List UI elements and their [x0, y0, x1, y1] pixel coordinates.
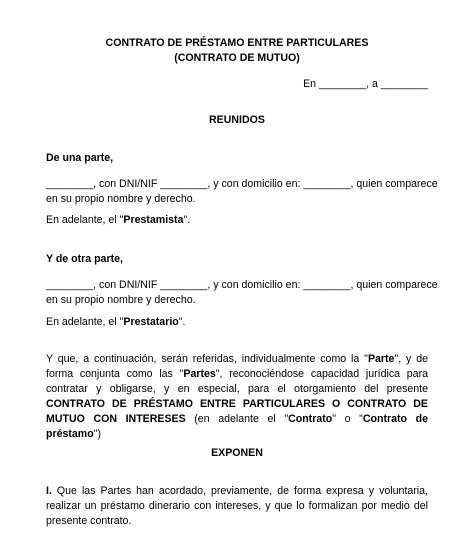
parties-text-3: ", reconociéndose capacidad jurídica para contratar y obligarse, y en especial, para el otorgamiento del presente — [46, 368, 428, 395]
document-title: CONTRATO DE PRÉSTAMO ENTRE PARTICULARES — [105, 37, 369, 49]
party2-alias-suffix: ". — [178, 316, 186, 328]
expone-clause-1 — [46, 484, 428, 529]
party2-alias-name: Prestatario — [123, 316, 179, 328]
party1-alias-suffix: ". — [183, 214, 191, 226]
party1-alias-prefix: En adelante, el " — [46, 214, 124, 226]
parties-text-6: ") — [93, 428, 101, 440]
parties-text-1: Y que, a continuación, serán referidas, individualmente como la " — [46, 353, 368, 365]
parties-contract-name: CONTRATO DE PRÉSTAMO ENTRE PARTICULARES O CONTRATO DE MUTUO CON INTERESES — [46, 398, 428, 425]
expone-clause-1-text: Que las Partes han acordado, previamente, de forma expresa y voluntaria, realizar un préstamo dinerario con intereses, y que lo formalizan por medio del presente contrato. — [46, 485, 428, 527]
party1-details — [46, 177, 438, 207]
parties-paragraph — [46, 352, 428, 442]
expone-clause-1-numeral: I. — [46, 485, 52, 497]
parties-text-4: (en adelante el " — [185, 413, 289, 425]
parties-term-parte: Parte — [367, 353, 395, 365]
party1-alias — [46, 213, 428, 228]
section-heading-exponen: EXPONEN — [211, 447, 263, 459]
party1-details-line1: ________, con DNI/NIF ________, y con domicilio en: ________, quien comparece — [46, 178, 438, 190]
party2-details — [46, 278, 438, 308]
party1-heading: De una parte, — [46, 152, 114, 164]
party2-details-line1: ________, con DNI/NIF ________, y con domicilio en: ________, quien comparece — [46, 279, 438, 291]
party1-details-line2: en su propio nombre y derecho. — [46, 193, 196, 205]
place-date-line: En ________, a ________ — [303, 78, 428, 90]
parties-term-contrato: Contrato — [288, 413, 333, 425]
parties-term-contrato-prestamo: Contrato de préstamo — [46, 413, 428, 440]
parties-text-5: " o " — [332, 413, 363, 425]
party2-alias — [46, 315, 428, 330]
section-heading-reunidos: REUNIDOS — [209, 114, 265, 126]
party2-details-line2: en su propio nombre y derecho. — [46, 294, 196, 306]
party2-alias-prefix: En adelante, el " — [46, 316, 124, 328]
parties-text-2: ", y de forma conjunta como las " — [46, 353, 429, 380]
party2-heading: Y de otra parte, — [46, 253, 123, 265]
parties-term-partes: Partes — [183, 368, 216, 380]
document-subtitle: (CONTRATO DE MUTUO) — [174, 52, 300, 64]
party1-alias-name: Prestamista — [123, 214, 184, 226]
